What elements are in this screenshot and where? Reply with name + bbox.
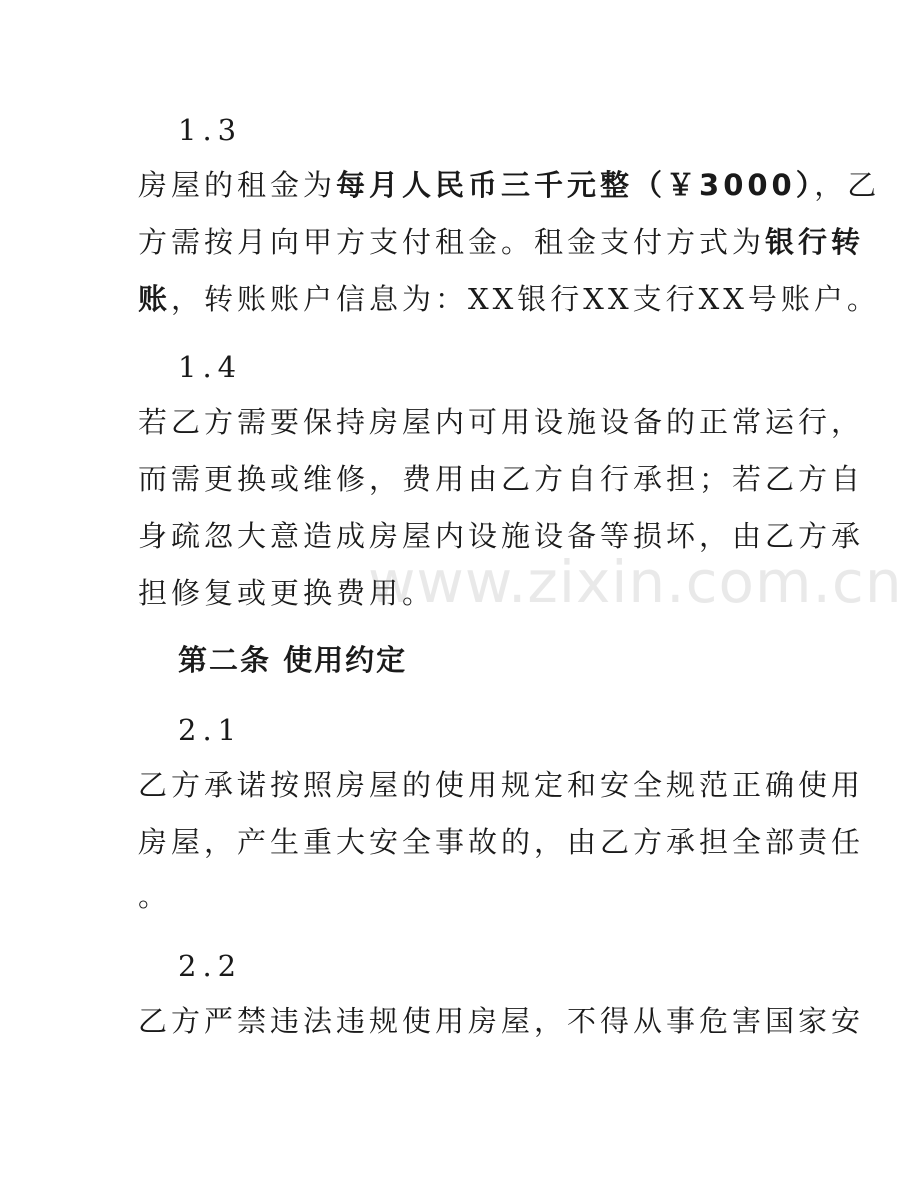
clause-1-4-line-1: 若乙方需要保持房屋内可用设施设备的正常运行， xyxy=(138,405,865,439)
clause-1-3-text-d: ，转账账户信息为：XX银行XX支行XX号账户。 xyxy=(171,282,880,316)
clause-1-3-payment-method-b: 账 xyxy=(138,282,172,316)
article-2-heading: 第二条 使用约定 xyxy=(178,643,408,677)
clause-1-4-line-2: 而需更换或维修，费用由乙方自行承担；若乙方自 xyxy=(138,462,865,496)
site-watermark: www.zixin.com.cn xyxy=(368,548,903,616)
clause-2-1-line-3: 。 xyxy=(138,879,172,913)
clause-1-3-line-3 xyxy=(138,281,880,317)
clause-2-2-line-1: 乙方严禁违法违规使用房屋，不得从事危害国家安 xyxy=(138,1004,865,1038)
clause-number-1-4: 1.4 xyxy=(178,350,243,384)
clause-1-4-line-3: 身疏忽大意造成房屋内设施设备等损坏，由乙方承 xyxy=(138,519,865,553)
clause-1-3-text-c: 方需按月向甲方支付租金。租金支付方式为 xyxy=(138,225,766,259)
clause-1-3-rent-amount: 每月人民币三千元整（￥3000） xyxy=(336,168,815,202)
clause-number-1-3: 1.3 xyxy=(178,113,243,147)
clause-number-2-1: 2.1 xyxy=(178,713,243,747)
clause-1-3-payment-method-a: 银行转 xyxy=(765,225,865,259)
clause-number-2-2: 2.2 xyxy=(178,949,243,983)
clause-2-1-line-1: 乙方承诺按照房屋的使用规定和安全规范正确使用 xyxy=(138,768,865,802)
clause-2-1-line-2: 房屋，产生重大安全事故的，由乙方承担全部责任 xyxy=(138,825,865,859)
clause-1-4-line-4: 担修复或更换费用。 xyxy=(138,576,436,610)
clause-1-3-text-b: ，乙 xyxy=(814,168,881,202)
clause-1-3-line-1 xyxy=(138,167,880,203)
clause-1-3-line-2 xyxy=(138,224,864,260)
clause-1-3-text-a: 房屋的租金为 xyxy=(138,168,337,202)
